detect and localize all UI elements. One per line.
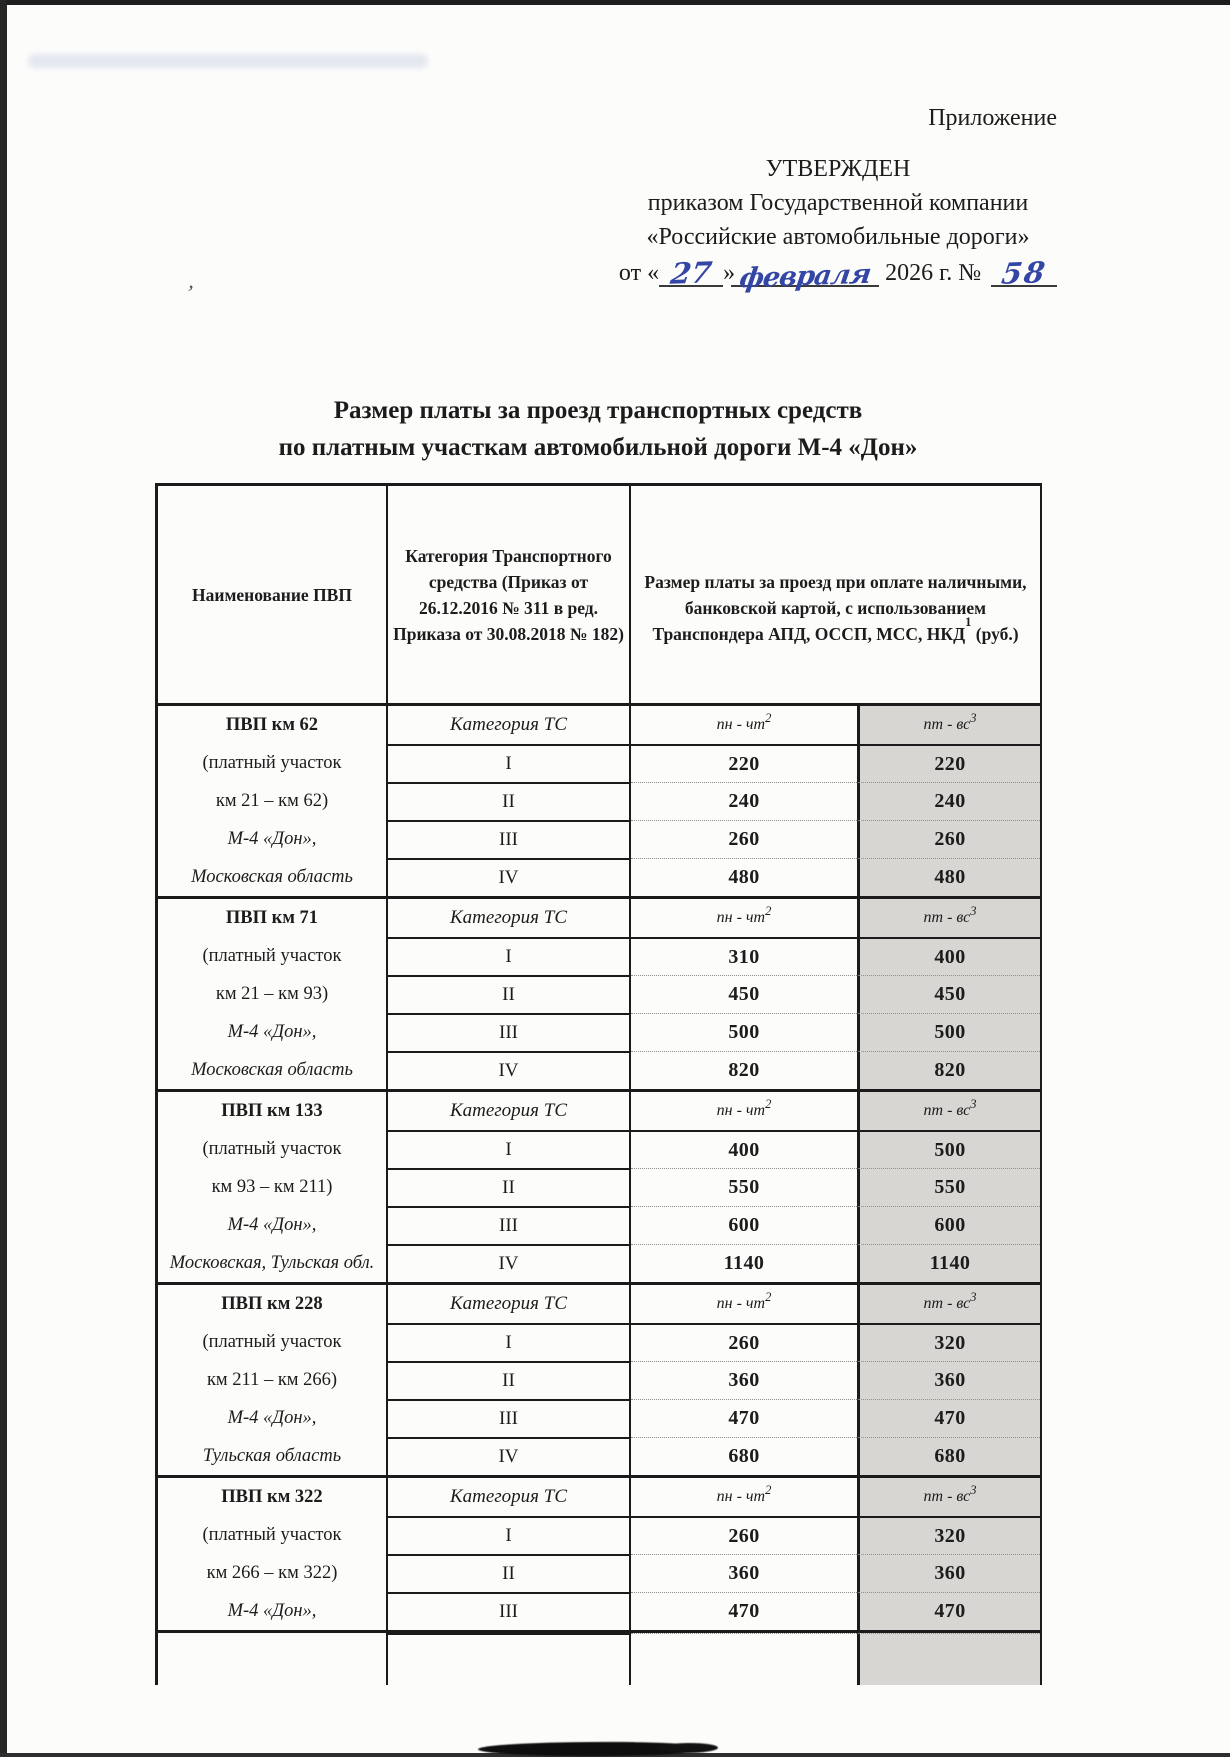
weekday-price: 260 [631, 1323, 857, 1361]
toll-row [158, 1130, 1040, 1168]
vehicle-category: IV [386, 1244, 631, 1282]
toll-rates-table [155, 483, 1042, 1685]
document-title-line2: по платным участкам автомобильной дороги М-4 «Дон» [278, 434, 918, 461]
weekday-price: 240 [631, 782, 857, 820]
weekend-price: 400 [857, 937, 1040, 975]
pvp-location: Московская область [191, 1059, 353, 1080]
vehicle-category: I [386, 1516, 631, 1554]
category-ts-header-cell: Категория ТС [386, 706, 631, 744]
toll-row [158, 744, 1040, 782]
weekday-price: 470 [631, 1399, 857, 1437]
pvp-location: км 21 – км 93) [215, 983, 329, 1004]
vehicle-category: IV [386, 1051, 631, 1089]
weekday-price: 260 [631, 1516, 857, 1554]
date-prefix: от « [618, 260, 660, 286]
pvp-location: М-4 «Дон», [227, 1214, 317, 1235]
handwritten-order-number: 58 [999, 255, 1049, 291]
document-title-line1: Размер платы за проезд транспортных средств [333, 397, 863, 424]
toll-section [158, 1478, 1040, 1633]
vehicle-category: III [386, 1206, 631, 1244]
order-date-line [608, 255, 1068, 295]
pvp-location: км 266 – км 322) [206, 1562, 338, 1583]
date-close-quote: » [723, 260, 736, 286]
weekend-header-cell: пт - вс $^3$ [857, 899, 1040, 937]
toll-row [158, 1168, 1040, 1206]
weekday-price: 550 [631, 1168, 857, 1206]
category-ts-header-cell: Категория ТС [386, 899, 631, 937]
weekend-price: 1140 [857, 1244, 1040, 1282]
footnote-marker-1: 1 [965, 614, 972, 629]
handwritten-month: февраля [737, 258, 873, 295]
weekday-price: 360 [631, 1361, 857, 1399]
weekday-header-cell: пн - чт $^2$ [716, 904, 772, 926]
weekday-price: 480 [631, 858, 857, 896]
price-header-transponder-text: Транспондера АПД, ОССП, МСС, НКД [652, 623, 966, 644]
weekend-price: 470 [857, 1399, 1040, 1437]
weekend-price: 500 [857, 1130, 1040, 1168]
toll-row [158, 1437, 1040, 1475]
section-header-row [158, 706, 1040, 744]
toll-row [158, 975, 1040, 1013]
continuation-cell [631, 1633, 857, 1685]
weekend-price: 320 [857, 1516, 1040, 1554]
vehicle-category: IV [386, 1437, 631, 1475]
vehicle-category: IV [386, 858, 631, 896]
weekend-price: 480 [857, 858, 1040, 896]
pvp-location: (платный участок [202, 945, 342, 966]
weekend-price: 820 [857, 1051, 1040, 1089]
table-body [158, 706, 1040, 1685]
pvp-location: км 211 – км 266) [206, 1369, 338, 1390]
vehicle-category: I [386, 744, 631, 782]
pvp-name: ПВП км 228 [221, 1293, 323, 1314]
toll-section [158, 899, 1040, 1092]
toll-row [158, 858, 1040, 896]
vehicle-category: II [386, 1554, 631, 1592]
toll-row [158, 937, 1040, 975]
vehicle-category: III [386, 1013, 631, 1051]
toll-section [158, 1285, 1040, 1478]
toll-row [158, 1051, 1040, 1089]
weekend-price: 240 [857, 782, 1040, 820]
col-header-toll-price [631, 486, 1040, 703]
toll-row [158, 1554, 1040, 1592]
vehicle-category: I [386, 1130, 631, 1168]
price-header-currency-text: (руб.) [971, 623, 1019, 644]
weekday-price: 820 [631, 1051, 857, 1089]
date-day-underline [659, 255, 723, 291]
approval-line-order-by: приказом Государственной компании [647, 190, 1029, 216]
vehicle-category: III [386, 1399, 631, 1437]
category-header-line: Приказа от 30.08.2018 № 182) [393, 623, 624, 644]
pvp-name: ПВП км 62 [225, 714, 319, 735]
weekday-header-cell: пн - чт $^2$ [716, 1290, 772, 1312]
pvp-location: Московская область [191, 866, 353, 887]
weekend-price: 550 [857, 1168, 1040, 1206]
weekend-price: 680 [857, 1437, 1040, 1475]
section-header-row [158, 1092, 1040, 1130]
weekend-price: 260 [857, 820, 1040, 858]
weekday-price: 360 [631, 1554, 857, 1592]
order-number-underline [991, 255, 1057, 291]
weekday-price: 260 [631, 820, 857, 858]
section-header-row [158, 1285, 1040, 1323]
weekday-header-cell: пн - чт $^2$ [716, 1483, 772, 1505]
weekend-price: 320 [857, 1323, 1040, 1361]
toll-row [158, 1516, 1040, 1554]
pvp-location: М-4 «Дон», [227, 828, 317, 849]
pvp-location: М-4 «Дон», [227, 1407, 317, 1428]
stray-pen-mark: ʼ [183, 279, 196, 306]
pvp-location: Тульская область [202, 1445, 342, 1466]
handwritten-day: 27 [668, 255, 714, 291]
price-header-line: Размер платы за проезд при оплате наличными, [644, 571, 1027, 592]
pvp-location: км 93 – км 211) [211, 1176, 333, 1197]
category-header-line: средства (Приказ от [428, 571, 589, 592]
toll-row [158, 1013, 1040, 1051]
toll-row [158, 1592, 1040, 1630]
pvp-name: ПВП км 322 [221, 1486, 323, 1507]
weekend-header-cell: пт - вс $^3$ [857, 1285, 1040, 1323]
weekday-price: 450 [631, 975, 857, 1013]
pvp-name: ПВП км 71 [225, 907, 319, 928]
weekend-price: 450 [857, 975, 1040, 1013]
document-title [0, 392, 1196, 466]
toll-row [158, 1323, 1040, 1361]
pvp-location: М-4 «Дон», [227, 1600, 317, 1621]
approval-line-company: «Российские автомобильные дороги» [646, 224, 1030, 250]
weekend-header-cell: пт - вс $^3$ [857, 1092, 1040, 1130]
toll-section [158, 1092, 1040, 1285]
vehicle-category: III [386, 1592, 631, 1630]
col-header-vehicle-category [386, 486, 631, 703]
section-header-row [158, 899, 1040, 937]
weekday-price: 400 [631, 1130, 857, 1168]
category-ts-header-cell: Категория ТС [386, 1092, 631, 1130]
price-header-line: банковской картой, с использованием [684, 597, 987, 618]
table-header-row [158, 486, 1040, 706]
vehicle-category: I [386, 937, 631, 975]
weekday-price: 1140 [631, 1244, 857, 1282]
toll-section [158, 706, 1040, 899]
pvp-name: ПВП км 133 [221, 1100, 323, 1121]
vehicle-category: III [386, 820, 631, 858]
toll-row [158, 1244, 1040, 1282]
pvp-location: (платный участок [202, 1524, 342, 1545]
weekday-header-cell: пн - чт $^2$ [716, 1097, 772, 1119]
vehicle-category: II [386, 1168, 631, 1206]
approval-line-approved: УТВЕРЖДЕН [765, 156, 911, 182]
weekday-price: 500 [631, 1013, 857, 1051]
scan-smudge-top [28, 54, 428, 68]
weekend-price: 600 [857, 1206, 1040, 1244]
table-cutoff-continuation [158, 1633, 1040, 1685]
scan-edge-top [0, 0, 1230, 5]
toll-row [158, 1206, 1040, 1244]
appendix-label: Приложение [928, 105, 1057, 131]
section-header-row [158, 1478, 1040, 1516]
vehicle-category: I [386, 1323, 631, 1361]
vehicle-category: II [386, 1361, 631, 1399]
weekend-price: 360 [857, 1361, 1040, 1399]
pvp-location: (платный участок [202, 752, 342, 773]
scan-edge-left [0, 0, 7, 1757]
weekday-price: 470 [631, 1592, 857, 1630]
weekend-price: 470 [857, 1592, 1040, 1630]
category-ts-header-cell: Категория ТС [386, 1285, 631, 1323]
toll-row [158, 782, 1040, 820]
toll-row [158, 820, 1040, 858]
pvp-location: Московская, Тульская обл. [169, 1252, 375, 1273]
approval-block [608, 152, 1068, 295]
vehicle-category: II [386, 782, 631, 820]
pvp-location: М-4 «Дон», [227, 1021, 317, 1042]
weekday-price: 600 [631, 1206, 857, 1244]
pvp-location: (платный участок [202, 1138, 342, 1159]
weekday-header-cell: пн - чт $^2$ [716, 711, 772, 733]
pvp-location: (платный участок [202, 1331, 342, 1352]
weekday-price: 680 [631, 1437, 857, 1475]
weekend-header-cell: пт - вс $^3$ [857, 1478, 1040, 1516]
continuation-cell [857, 1633, 1040, 1685]
toll-row [158, 1399, 1040, 1437]
date-month-underline [731, 258, 879, 295]
vehicle-category: II [386, 975, 631, 1013]
continuation-cell [386, 1633, 631, 1685]
weekend-price: 220 [857, 744, 1040, 782]
weekend-price: 500 [857, 1013, 1040, 1051]
weekend-price: 360 [857, 1554, 1040, 1592]
category-header-line: 26.12.2016 № 311 в ред. [418, 597, 599, 618]
toll-row [158, 1361, 1040, 1399]
continuation-cell [158, 1633, 386, 1685]
price-header-line [652, 614, 1019, 647]
category-ts-header-cell: Категория ТС [386, 1478, 631, 1516]
weekday-price: 310 [631, 937, 857, 975]
weekend-header-cell: пт - вс $^3$ [857, 706, 1040, 744]
date-year-part: 2026 г. № [885, 260, 982, 286]
pvp-location: км 21 – км 62) [215, 790, 329, 811]
category-header-line: Категория Транспортного [405, 545, 612, 566]
weekday-price: 220 [631, 744, 857, 782]
col-header-pvp-name: Наименование ПВП [192, 584, 352, 605]
